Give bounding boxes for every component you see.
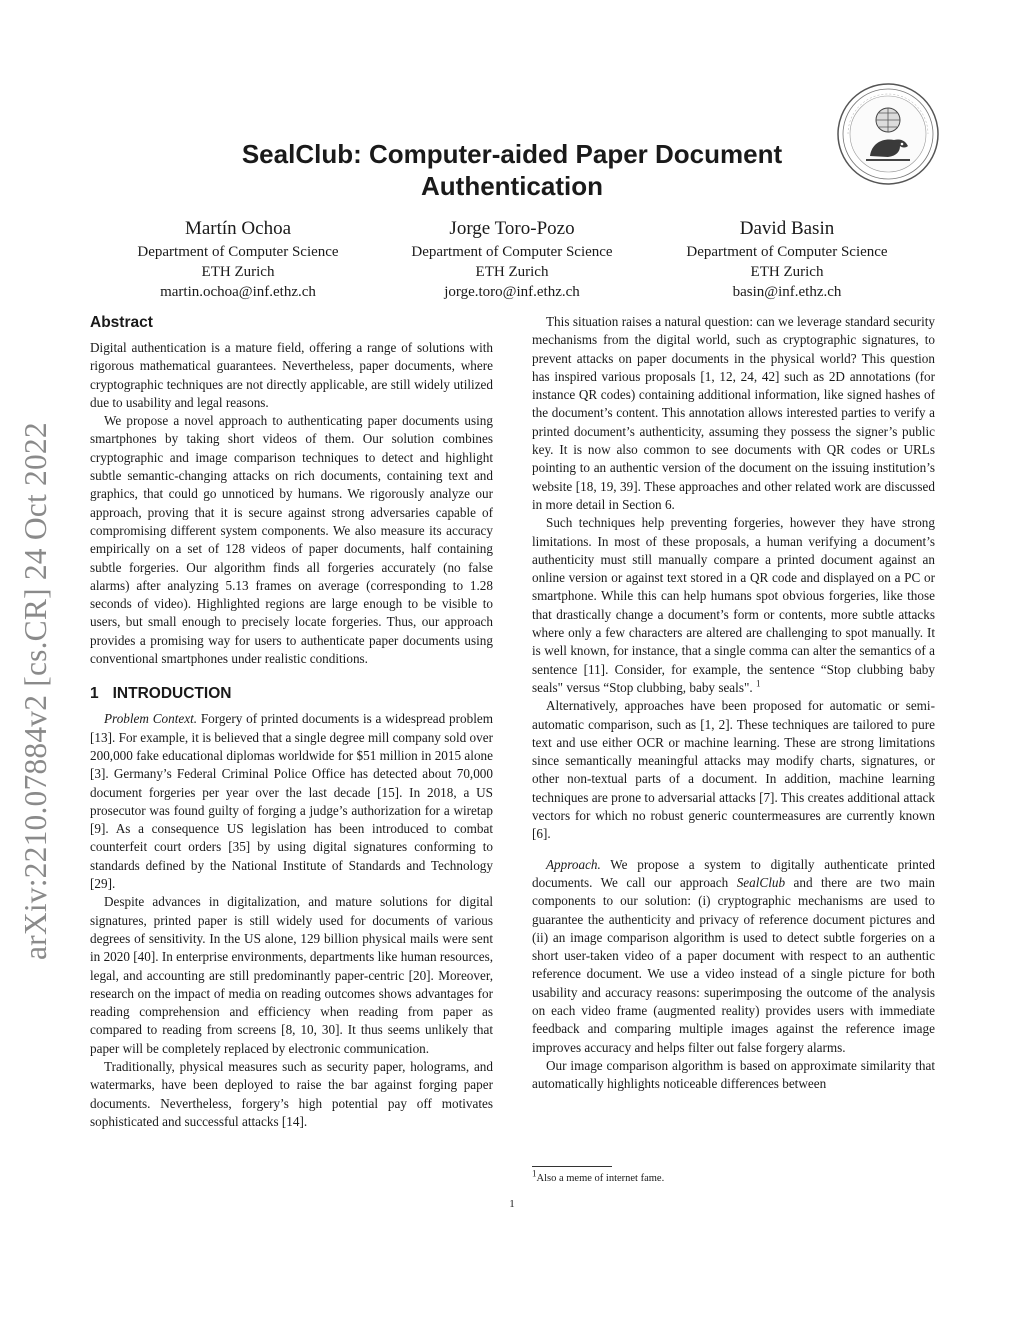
author-department: Department of Computer Science: [137, 244, 339, 260]
author-block: [88, 216, 388, 302]
abstract-heading: Abstract: [90, 314, 153, 331]
paragraph-text: Forgery of printed documents is a widespread problem [13]. For example, it is believed that a single degree mill company sold over 200,000 fake educational diplomas worldwide for $51 million in 2015 alone [3]. Germany’s Federal Criminal Police Office has detected about 70,000 document forgeries per year over the last decade [15]. In 2018, a US prosecutor was found guilty of forging a judge’s authorization for a wiretap [9]. As a consequence US legislation has been introduced to combat counterfeit court orders [35] by using digital signatures conforming to standards defined by the National Institute of Standards and Technology [29].: [90, 711, 493, 892]
left-column: [90, 313, 493, 1131]
author-name: Martín Ochoa: [184, 218, 292, 239]
footnote: [532, 1168, 665, 1186]
body-paragraph: Our image comparison algorithm is based on approximate similarity that automatically highlights noticeable differences between: [532, 1057, 935, 1092]
author-email: jorge.toro@inf.ethz.ch: [444, 284, 580, 300]
author-block: [637, 216, 937, 302]
system-name: SealClub: [736, 874, 786, 890]
body-paragraph: [532, 856, 935, 1057]
paragraph-text: and there are two main components to our solution: (i) cryptographic mechanisms are used to guarantee the authenticity and privacy of reference document pictures and (ii) an image comparison algorithm is used to detect subtle forgeries on a short user-taken video of a paper document with respect to an authentic reference document. We use a video instead of a single picture for both usability and accuracy reasons: superimposing the outcome of the analysis on each video frame (augmented reality) provides users with immediate feedback and comparing multiple images against the reference image improves accuracy and helps filter out false forgery alarms.: [532, 874, 935, 1055]
paper-title-line2: Authentication: [421, 171, 603, 201]
body-paragraph: Traditionally, physical measures such as security paper, holograms, and watermarks, have been deployed to raise the bar against forging paper documents. Nevertheless, forgery’s high potential pay off motivates sophisticated and successful attacks [14].: [90, 1058, 493, 1129]
footnote-marker: 1: [532, 1168, 537, 1179]
section-title: INTRODUCTION: [112, 685, 232, 703]
arxiv-identifier: arXiv:2210.07884v2 [cs.CR] 24 Oct 2022: [18, 422, 53, 960]
author-institution: ETH Zurich: [201, 264, 275, 280]
author-institution: ETH Zurich: [750, 264, 824, 280]
body-paragraph: This situation raises a natural question: can we leverage standard security mechanisms from the digital world, such as cryptographic signatures, to prevent attacks on paper documents in the physical world? This question has inspired various proposals [1, 12, 24, 42] such as 2D annotations (for instance QR codes) containing additional information, like signed hashes of the document’s content. This annotation allows interested parties to verify a printed document’s authenticity, assuming they possess the signer’s public key. It is now also common to see documents with QR codes or URLs pointing to an authentic version of the document on the issuing institution’s website [18, 19, 39]. These approaches and other related work are discussed in more detail in Section 6.: [532, 314, 935, 512]
runin-heading: Approach.: [546, 856, 601, 872]
page-number: 1: [509, 1198, 515, 1210]
paper-title-line1: SealClub: Computer-aided Paper Document: [241, 139, 783, 169]
section-heading: [90, 684, 493, 704]
author-institution: ETH Zurich: [475, 264, 549, 280]
author-department: Department of Computer Science: [411, 244, 613, 260]
abstract-paragraph: Digital authentication is a mature field, offering a range of solutions with rigorous mathematical guarantees. Nevertheless, paper documents, where cryptographic techniques are not directly applicable, are still widely utilized due to usability and legal reasons.: [90, 340, 493, 410]
right-column: [532, 313, 935, 1093]
paragraph-text: We propose a system to digitally authenticate printed documents. We call our approach: [532, 856, 935, 890]
author-name: David Basin: [739, 218, 835, 239]
body-paragraph: [532, 514, 935, 697]
author-name: Jorge Toro-Pozo: [449, 218, 575, 239]
author-email: basin@inf.ethz.ch: [732, 284, 842, 300]
footnote-rule: [532, 1166, 612, 1167]
author-block: [362, 216, 662, 302]
runin-heading: Problem Context.: [104, 711, 198, 727]
author-department: Department of Computer Science: [686, 244, 888, 260]
abstract-paragraph: We propose a novel approach to authenticating paper documents using smartphones by taking short videos of them. Our solution combines cryptographic and image comparison techniques to detect and highlight subtle semantic-changing attacks on rich documents, containing text and graphics, that could go unnoticed by humans. We rigorously analyze our approach, proving that it is secure against strong adversaries capable of compromising different system components. We also measure its accuracy empirically on a set of 128 videos of paper documents, half containing subtle forgeries. Our algorithm finds all forgeries accurately (no false alarms) after analyzing 5.13 frames on average (corresponding to 1.28 seconds of video). Highlighted regions are large enough to be visible to users, but small enough to precisely locate forgeries. Thus, our approach provides a promising way for users to authenticate paper documents using conventional smartphones under realistic conditions.: [90, 413, 493, 667]
footnote-text: Also a meme of internet fame.: [536, 1173, 665, 1184]
paragraph-text: Such techniques help preventing forgeries, however they have strong limitations. In most of these proposals, a human verifying a document’s authenticity must still manually compare a printed document against an online version or against text stored in a QR code and displayed on a PC or smartphone. While this can help humans spot obvious forgeries, like those that drastically change a document’s form or contents, more subtle attacks where only a few characters are altered are challenging to spot manually. It is well known, for instance, that a single comma can alter the semantics of a sentence [11]. Consider, for example, the sentence “Stop clubbing baby seals" versus “Stop clubbing, baby seals".: [532, 515, 935, 695]
body-paragraph: Alternatively, approaches have been proposed for automatic or semi-automatic comparison, such as [1, 2]. These techniques are tailored to pure text and use either OCR or machine learning. These are strong limitations since semantically meaningful attacks may modify charts, signatures, or other non-textual parts of a document. In addition, machine learning techniques are prone to adversarial attacks [7]. This creates additional attack vectors for which no robust generic countermeasures are currently known [6].: [532, 698, 935, 842]
body-paragraph: Despite advances in digitalization, and mature solutions for digital signatures, printed paper is still widely used for documents of various degrees of sensitivity. In the US alone, 129 billion physical mails were sent in 2020 [40]. In enterprise environments, departments like human resources, legal, and accounting are still predominantly paper-centric [20]. Moreover, research on the impact of media on reading outcomes shows advantages for reading comprehension and efficiency when reading from paper as compared to reading from screens [8, 10, 30]. It thus seems unlikely that paper will be completely replaced by electronic communication.: [90, 894, 493, 1056]
body-paragraph: [90, 710, 493, 893]
section-number: 1: [90, 685, 99, 703]
footnote-marker: 1: [755, 678, 761, 689]
author-email: martin.ochoa@inf.ethz.ch: [160, 284, 316, 300]
